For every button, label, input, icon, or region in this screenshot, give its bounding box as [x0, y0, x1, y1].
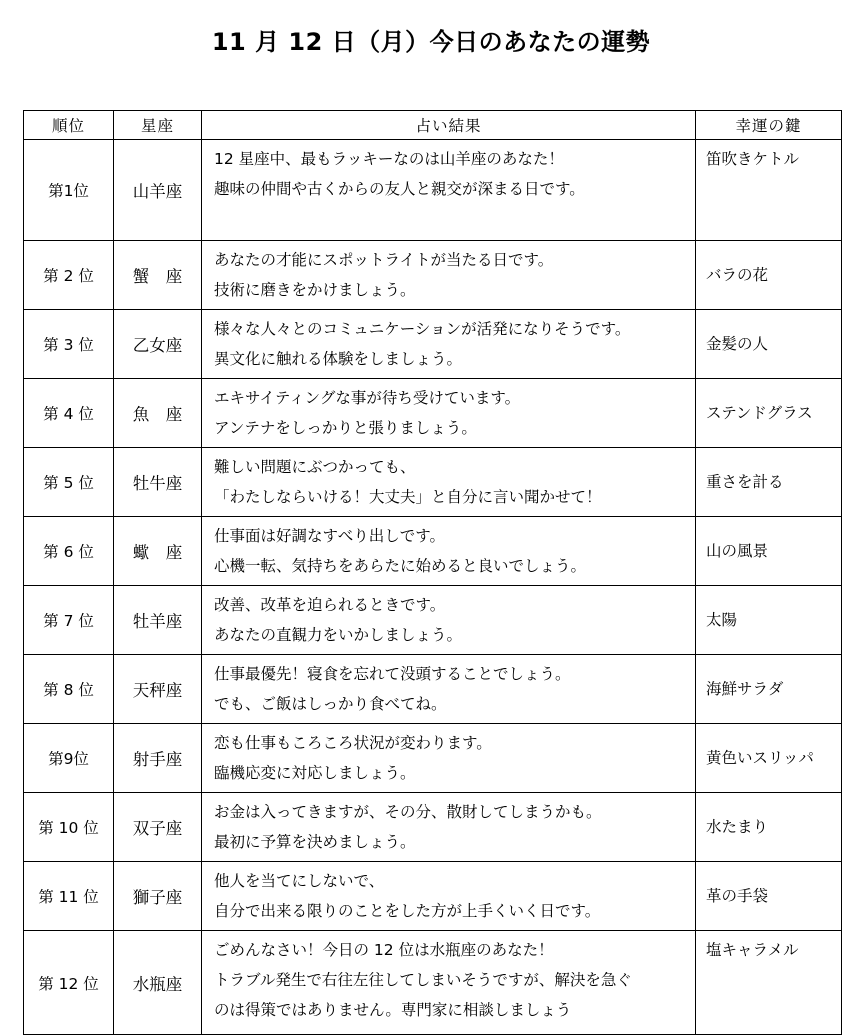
table-row: [24, 448, 842, 517]
header-sign: 星座: [114, 111, 202, 140]
result-cell: [202, 241, 696, 310]
table-row: [24, 862, 842, 931]
table-row: [24, 241, 842, 310]
result-line: 技術に磨きをかけましょう。: [214, 281, 416, 299]
result-line: ごめんなさい！今日の 12 位は水瓶座のあなた！: [214, 941, 554, 959]
table-row: [24, 310, 842, 379]
result-line: 他人を当てにしないで、: [214, 872, 385, 890]
table-row: [24, 586, 842, 655]
result-cell: [202, 655, 696, 724]
sign-cell: 山羊座: [114, 140, 202, 241]
result-line: 心機一転、気持ちをあらたに始めると良いでしょう。: [214, 557, 587, 575]
sign-cell: 水瓶座: [114, 931, 202, 1035]
sign-cell: 蟹 座: [114, 241, 202, 310]
header-lucky-key: 幸運の鍵: [696, 111, 842, 140]
result-cell: [202, 448, 696, 517]
table-row: [24, 931, 842, 1035]
result-line: 12 星座中、最もラッキーなのは山羊座のあなた！: [214, 150, 564, 168]
result-cell: [202, 862, 696, 931]
rank-cell: 第 6 位: [24, 517, 114, 586]
lucky-key-cell: 太陽: [696, 586, 842, 655]
result-line: あなたの才能にスポットライトが当たる日です。: [214, 251, 554, 269]
result-cell: [202, 517, 696, 586]
lucky-key-cell: 水たまり: [696, 793, 842, 862]
lucky-key-cell: 塩キャラメル: [696, 931, 842, 1035]
result-cell: [202, 310, 696, 379]
result-line: 異文化に触れる体験をしましょう。: [214, 350, 463, 368]
rank-cell: 第 5 位: [24, 448, 114, 517]
result-cell: [202, 140, 696, 241]
result-line: 「わたしならいける！大丈夫」と自分に言い聞かせて！: [214, 488, 602, 506]
rank-cell: 第1位: [24, 140, 114, 241]
rank-cell: 第 12 位: [24, 931, 114, 1035]
result-line: 仕事最優先！寝食を忘れて没頭することでしょう。: [214, 665, 571, 683]
result-line: 改善、改革を迫られるときです。: [214, 596, 446, 614]
lucky-key-cell: 笛吹きケトル: [696, 140, 842, 241]
rank-cell: 第9位: [24, 724, 114, 793]
sign-cell: 蠍 座: [114, 517, 202, 586]
rank-cell: 第 2 位: [24, 241, 114, 310]
lucky-key-cell: ステンドグラス: [696, 379, 842, 448]
result-line: 恋も仕事もころころ状況が変わります。: [214, 734, 492, 752]
result-line: 臨機応変に対応しましょう。: [214, 764, 416, 782]
table-row: [24, 655, 842, 724]
result-line: トラブル発生で右往左往してしまいそうですが、解決を急ぐ: [214, 971, 632, 989]
rank-cell: 第 10 位: [24, 793, 114, 862]
lucky-key-cell: 重さを計る: [696, 448, 842, 517]
result-line: 仕事面は好調なすべり出しです。: [214, 527, 445, 545]
result-cell: [202, 379, 696, 448]
result-line: 最初に予算を決めましょう。: [214, 833, 416, 851]
header-result: 占い結果: [202, 111, 696, 140]
lucky-key-cell: 黄色いスリッパ: [696, 724, 842, 793]
sign-cell: 魚 座: [114, 379, 202, 448]
table-row: [24, 517, 842, 586]
table-row: [24, 379, 842, 448]
result-cell: [202, 724, 696, 793]
sign-cell: 双子座: [114, 793, 202, 862]
lucky-key-cell: 海鮮サラダ: [696, 655, 842, 724]
lucky-key-cell: 山の風景: [696, 517, 842, 586]
table-row: [24, 724, 842, 793]
sign-cell: 牡牛座: [114, 448, 202, 517]
header-row: [24, 111, 842, 140]
lucky-key-cell: バラの花: [696, 241, 842, 310]
table-row: [24, 140, 842, 241]
rank-cell: 第 4 位: [24, 379, 114, 448]
result-line: アンテナをしっかりと張りましょう。: [214, 419, 477, 437]
result-line: 趣味の仲間や古くからの友人と親交が深まる日です。: [214, 180, 585, 198]
rank-cell: 第 7 位: [24, 586, 114, 655]
result-line: 様々な人々とのコミュニケーションが活発になりそうです。: [214, 320, 631, 338]
result-line: お金は入ってきますが、その分、散財してしまうかも。: [214, 803, 602, 821]
sign-cell: 獅子座: [114, 862, 202, 931]
lucky-key-cell: 革の手袋: [696, 862, 842, 931]
result-line: 難しい問題にぶつかっても、: [214, 458, 416, 476]
lucky-key-cell: 金髪の人: [696, 310, 842, 379]
rank-cell: 第 8 位: [24, 655, 114, 724]
result-cell: [202, 586, 696, 655]
result-cell: [202, 793, 696, 862]
result-line: のは得策ではありません。専門家に相談しましょう: [214, 1001, 572, 1019]
fortune-table: [23, 110, 842, 1035]
table-row: [24, 793, 842, 862]
result-line: あなたの直観力をいかしましょう。: [214, 626, 463, 644]
page-title: 11 月 12 日（月）今日のあなたの運勢: [211, 28, 651, 56]
result-cell: [202, 931, 696, 1035]
rank-cell: 第 11 位: [24, 862, 114, 931]
sign-cell: 乙女座: [114, 310, 202, 379]
sign-cell: 射手座: [114, 724, 202, 793]
rank-cell: 第 3 位: [24, 310, 114, 379]
header-rank: 順位: [24, 111, 114, 140]
result-line: 自分で出来る限りのことをした方が上手くいく日です。: [214, 902, 601, 920]
result-line: エキサイティングな事が待ち受けています。: [214, 389, 521, 407]
sign-cell: 天秤座: [114, 655, 202, 724]
result-line: でも、ご飯はしっかり食べてね。: [214, 695, 447, 713]
sign-cell: 牡羊座: [114, 586, 202, 655]
